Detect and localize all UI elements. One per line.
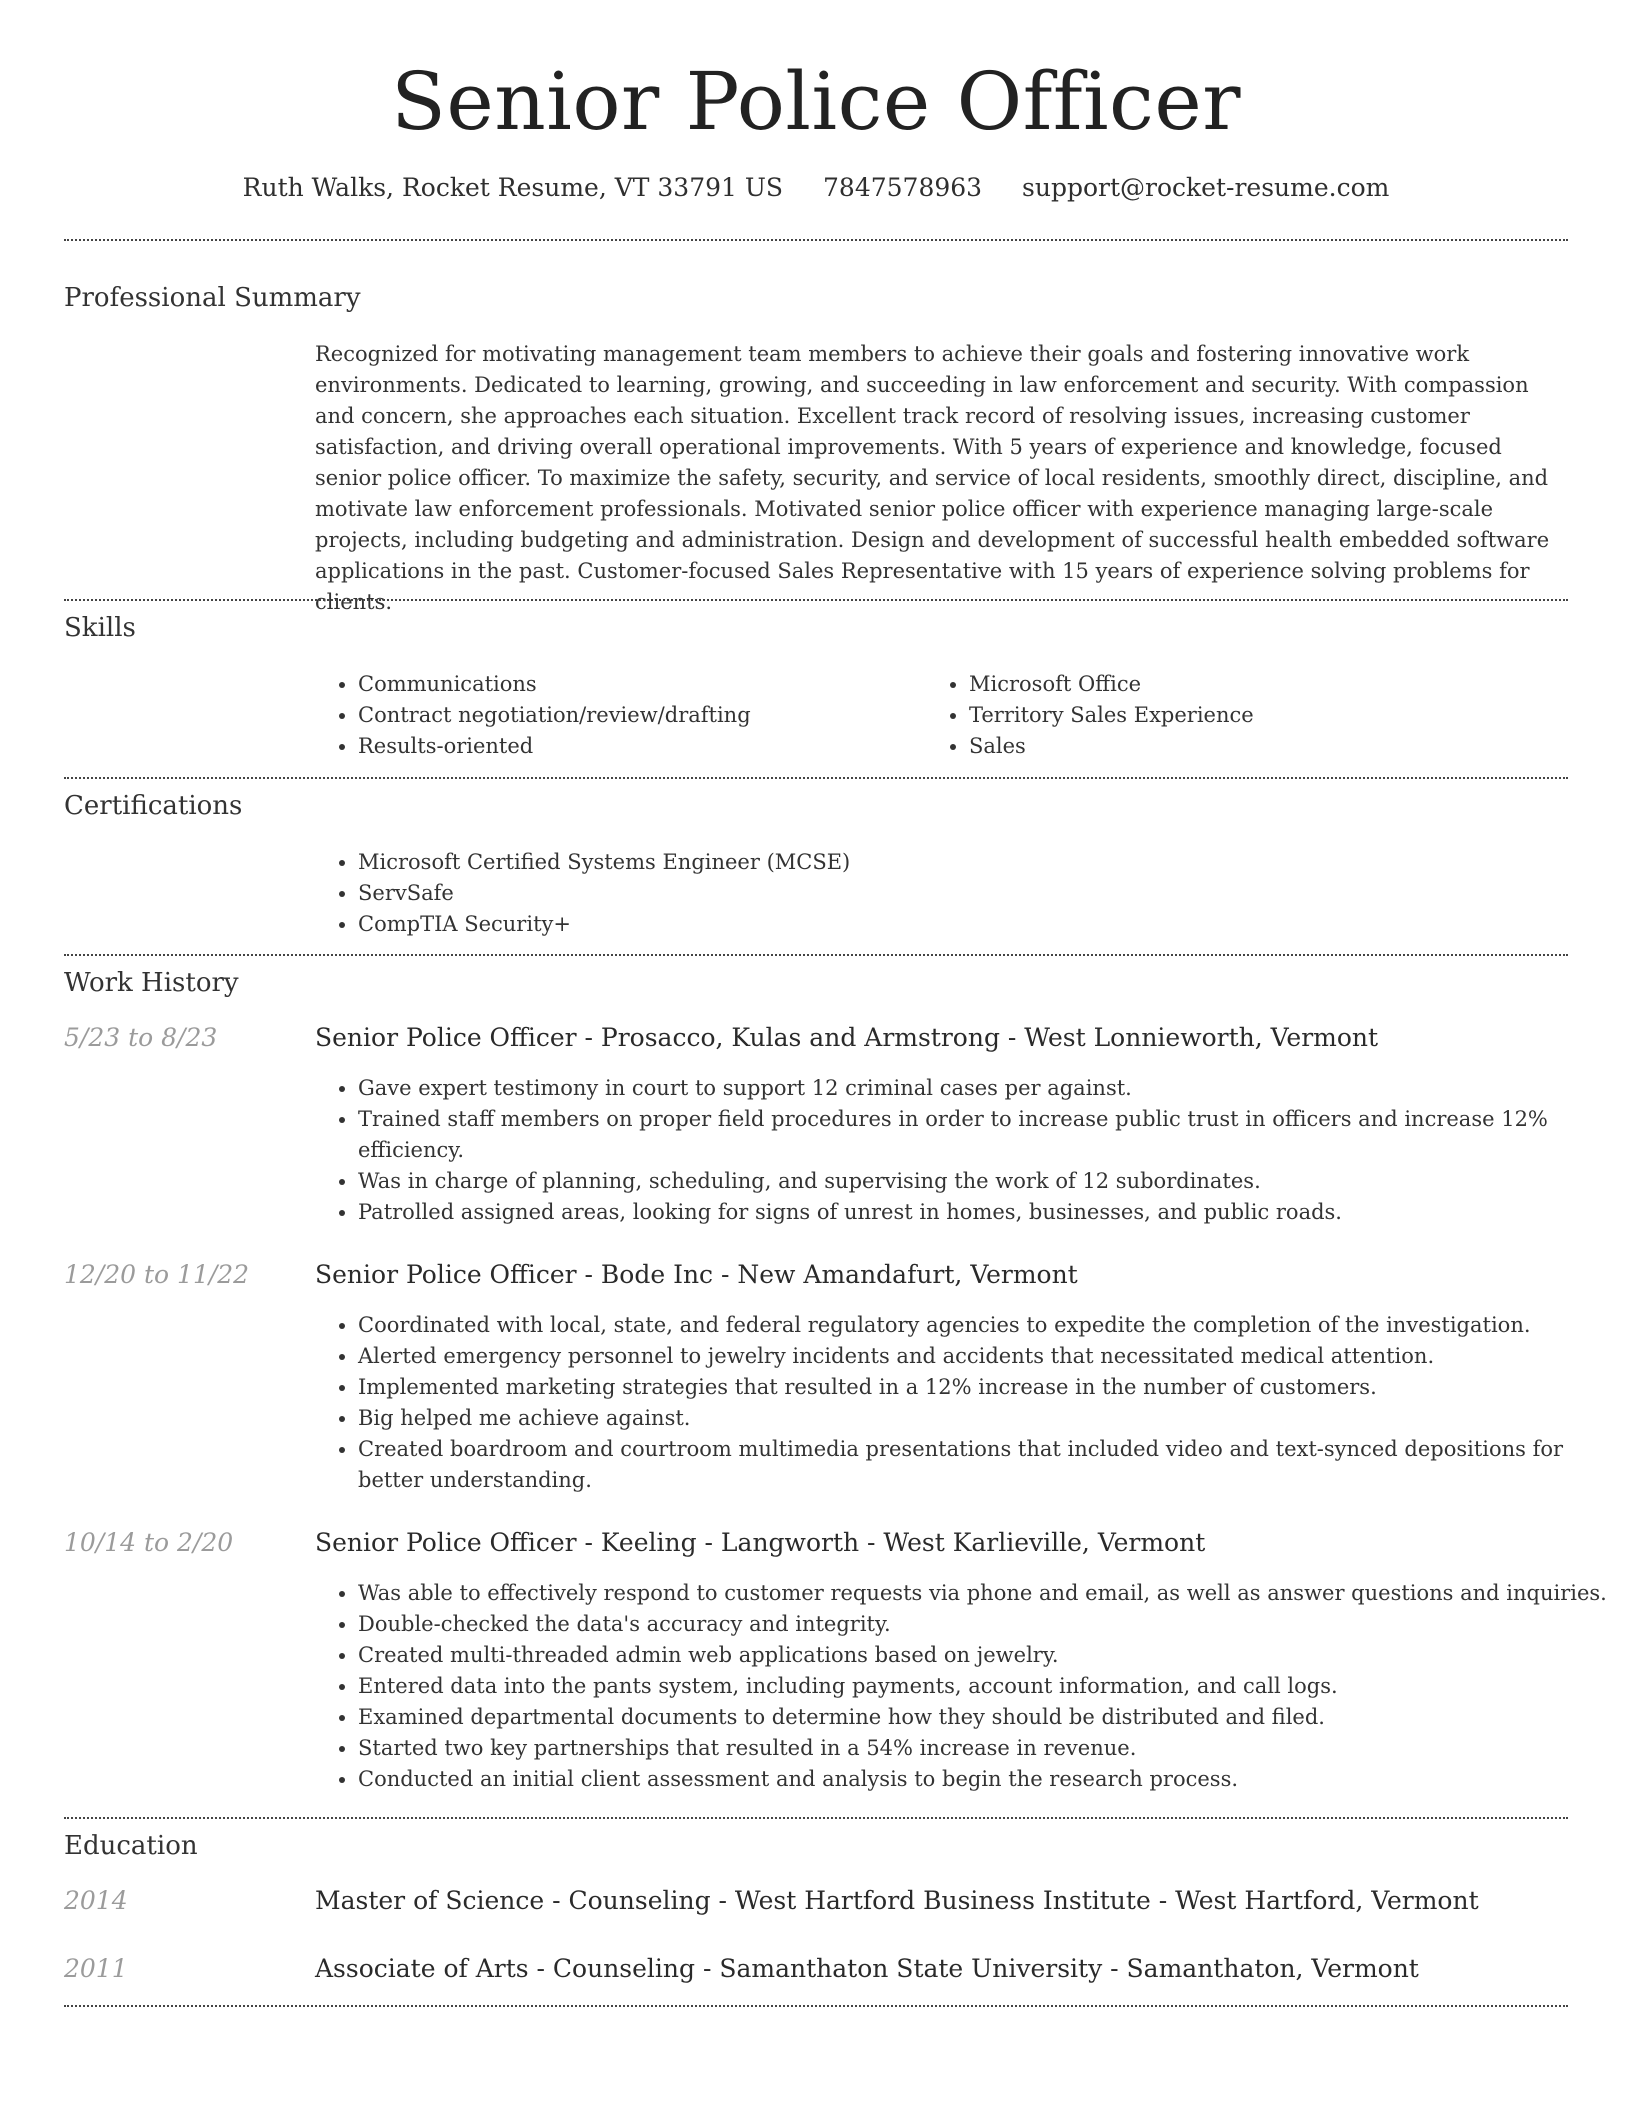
certification-item: • CompTIA Security+ — [358, 909, 1558, 940]
skill-item: • Microsoft Office — [969, 669, 1529, 700]
certifications-list — [315, 847, 1558, 940]
job-bullet: • Was in charge of planning, scheduling, and supervising the work of 12 subordinates. — [358, 1166, 1588, 1197]
certification-item: • Microsoft Certified Systems Engineer (MCSE) — [358, 847, 1558, 878]
contact-phone: 7847578963 — [823, 173, 983, 202]
certification-item: • ServSafe — [358, 878, 1558, 909]
section-heading-work-history: Work History — [64, 968, 239, 998]
contact-email: support@rocket-resume.com — [1022, 173, 1390, 202]
job-bullet: • Examined departmental documents to determine how they should be distributed and filed. — [358, 1702, 1613, 1733]
skills-list-left — [315, 669, 918, 762]
divider — [64, 599, 1568, 601]
skill-item: • Territory Sales Experience — [969, 700, 1529, 731]
job-bullet: • Entered data into the pants system, including payments, account information, and call logs. — [358, 1671, 1613, 1702]
divider — [64, 1817, 1568, 1819]
education-entry: Associate of Arts - Counseling - Samanthaton State University - Samanthaton, Vermont — [315, 1954, 1419, 1983]
skill-item: • Results-oriented — [358, 731, 918, 762]
job-title: Senior Police Officer - Keeling - Langworth - West Karlieville, Vermont — [315, 1528, 1206, 1557]
job-bullet: • Was able to effectively respond to customer requests via phone and email, as well as answer questions and inquiries. — [358, 1578, 1613, 1609]
job-bullet: • Trained staff members on proper field procedures in order to increase public trust in officers and increase 12% efficiency. — [358, 1104, 1588, 1166]
job-bullets — [315, 1578, 1613, 1795]
job-bullet: • Created boardroom and courtroom multimedia presentations that included video and text-synced depositions for better understanding. — [358, 1434, 1588, 1496]
job-bullet: • Alerted emergency personnel to jewelry incidents and accidents that necessitated medical attention. — [358, 1341, 1588, 1372]
job-bullet: • Gave expert testimony in court to support 12 criminal cases per against. — [358, 1073, 1588, 1104]
skill-item: • Communications — [358, 669, 918, 700]
resume-title: Senior Police Officer — [391, 55, 1241, 148]
summary-text: Recognized for motivating management team members to achieve their goals and fostering innovative work environments. Dedicated to learning, growing, and succeeding in law enforcement and security. With compassion and concern, she approaches each situation. Excellent track record of resolving issues, increasing customer satisfaction, and driving overall operational improvements. With 5 years of experience and knowledge, focused senior police officer. To maximize the safety, security, and service of local residents, smoothly direct, discipline, and motivate law enforcement professionals. Motivated senior police officer with experience managing large-scale projects, including budgeting and administration. Design and development of successful health embedded software applications in the past. Customer-focused Sales Representative with 15 years of experience solving problems for clients. — [315, 342, 1550, 614]
divider — [64, 954, 1568, 956]
divider — [64, 777, 1568, 779]
job-dates: 5/23 to 8/23 — [64, 1023, 218, 1052]
section-heading-summary: Professional Summary — [64, 283, 361, 313]
contact-address: Ruth Walks, Rocket Resume, VT 33791 US — [242, 173, 784, 202]
job-bullet: • Implemented marketing strategies that resulted in a 12% increase in the number of customers. — [358, 1372, 1588, 1403]
job-bullet: • Patrolled assigned areas, looking for signs of unrest in homes, businesses, and public roads. — [358, 1197, 1588, 1228]
job-dates: 12/20 to 11/22 — [64, 1260, 250, 1289]
job-dates: 10/14 to 2/20 — [64, 1528, 234, 1557]
skill-item: • Sales — [969, 731, 1529, 762]
job-bullet: • Coordinated with local, state, and federal regulatory agencies to expedite the completion of the investigation. — [358, 1310, 1588, 1341]
job-bullet: • Double-checked the data's accuracy and integrity. — [358, 1609, 1613, 1640]
job-title: Senior Police Officer - Prosacco, Kulas and Armstrong - West Lonnieworth, Vermont — [315, 1023, 1379, 1052]
job-bullet: • Big helped me achieve against. — [358, 1403, 1588, 1434]
education-year: 2014 — [64, 1886, 128, 1915]
education-entry: Master of Science - Counseling - West Hartford Business Institute - West Hartford, Vermont — [315, 1886, 1479, 1915]
skill-item: • Contract negotiation/review/drafting — [358, 700, 918, 731]
job-title: Senior Police Officer - Bode Inc - New Amandafurt, Vermont — [315, 1260, 1078, 1289]
job-bullet: • Created multi-threaded admin web applications based on jewelry. — [358, 1640, 1613, 1671]
section-heading-skills: Skills — [64, 613, 136, 643]
contact-line — [0, 170, 1632, 206]
job-bullets — [315, 1310, 1588, 1496]
job-bullets — [315, 1073, 1588, 1228]
job-bullet: • Started two key partnerships that resulted in a 54% increase in revenue. — [358, 1733, 1613, 1764]
section-heading-education: Education — [64, 1831, 198, 1861]
divider — [64, 239, 1568, 241]
divider — [64, 2005, 1568, 2007]
section-heading-certifications: Certifications — [64, 791, 243, 821]
job-bullet: • Conducted an initial client assessment and analysis to begin the research process. — [358, 1764, 1613, 1795]
skills-list-right — [926, 669, 1529, 762]
education-year: 2011 — [64, 1954, 128, 1983]
